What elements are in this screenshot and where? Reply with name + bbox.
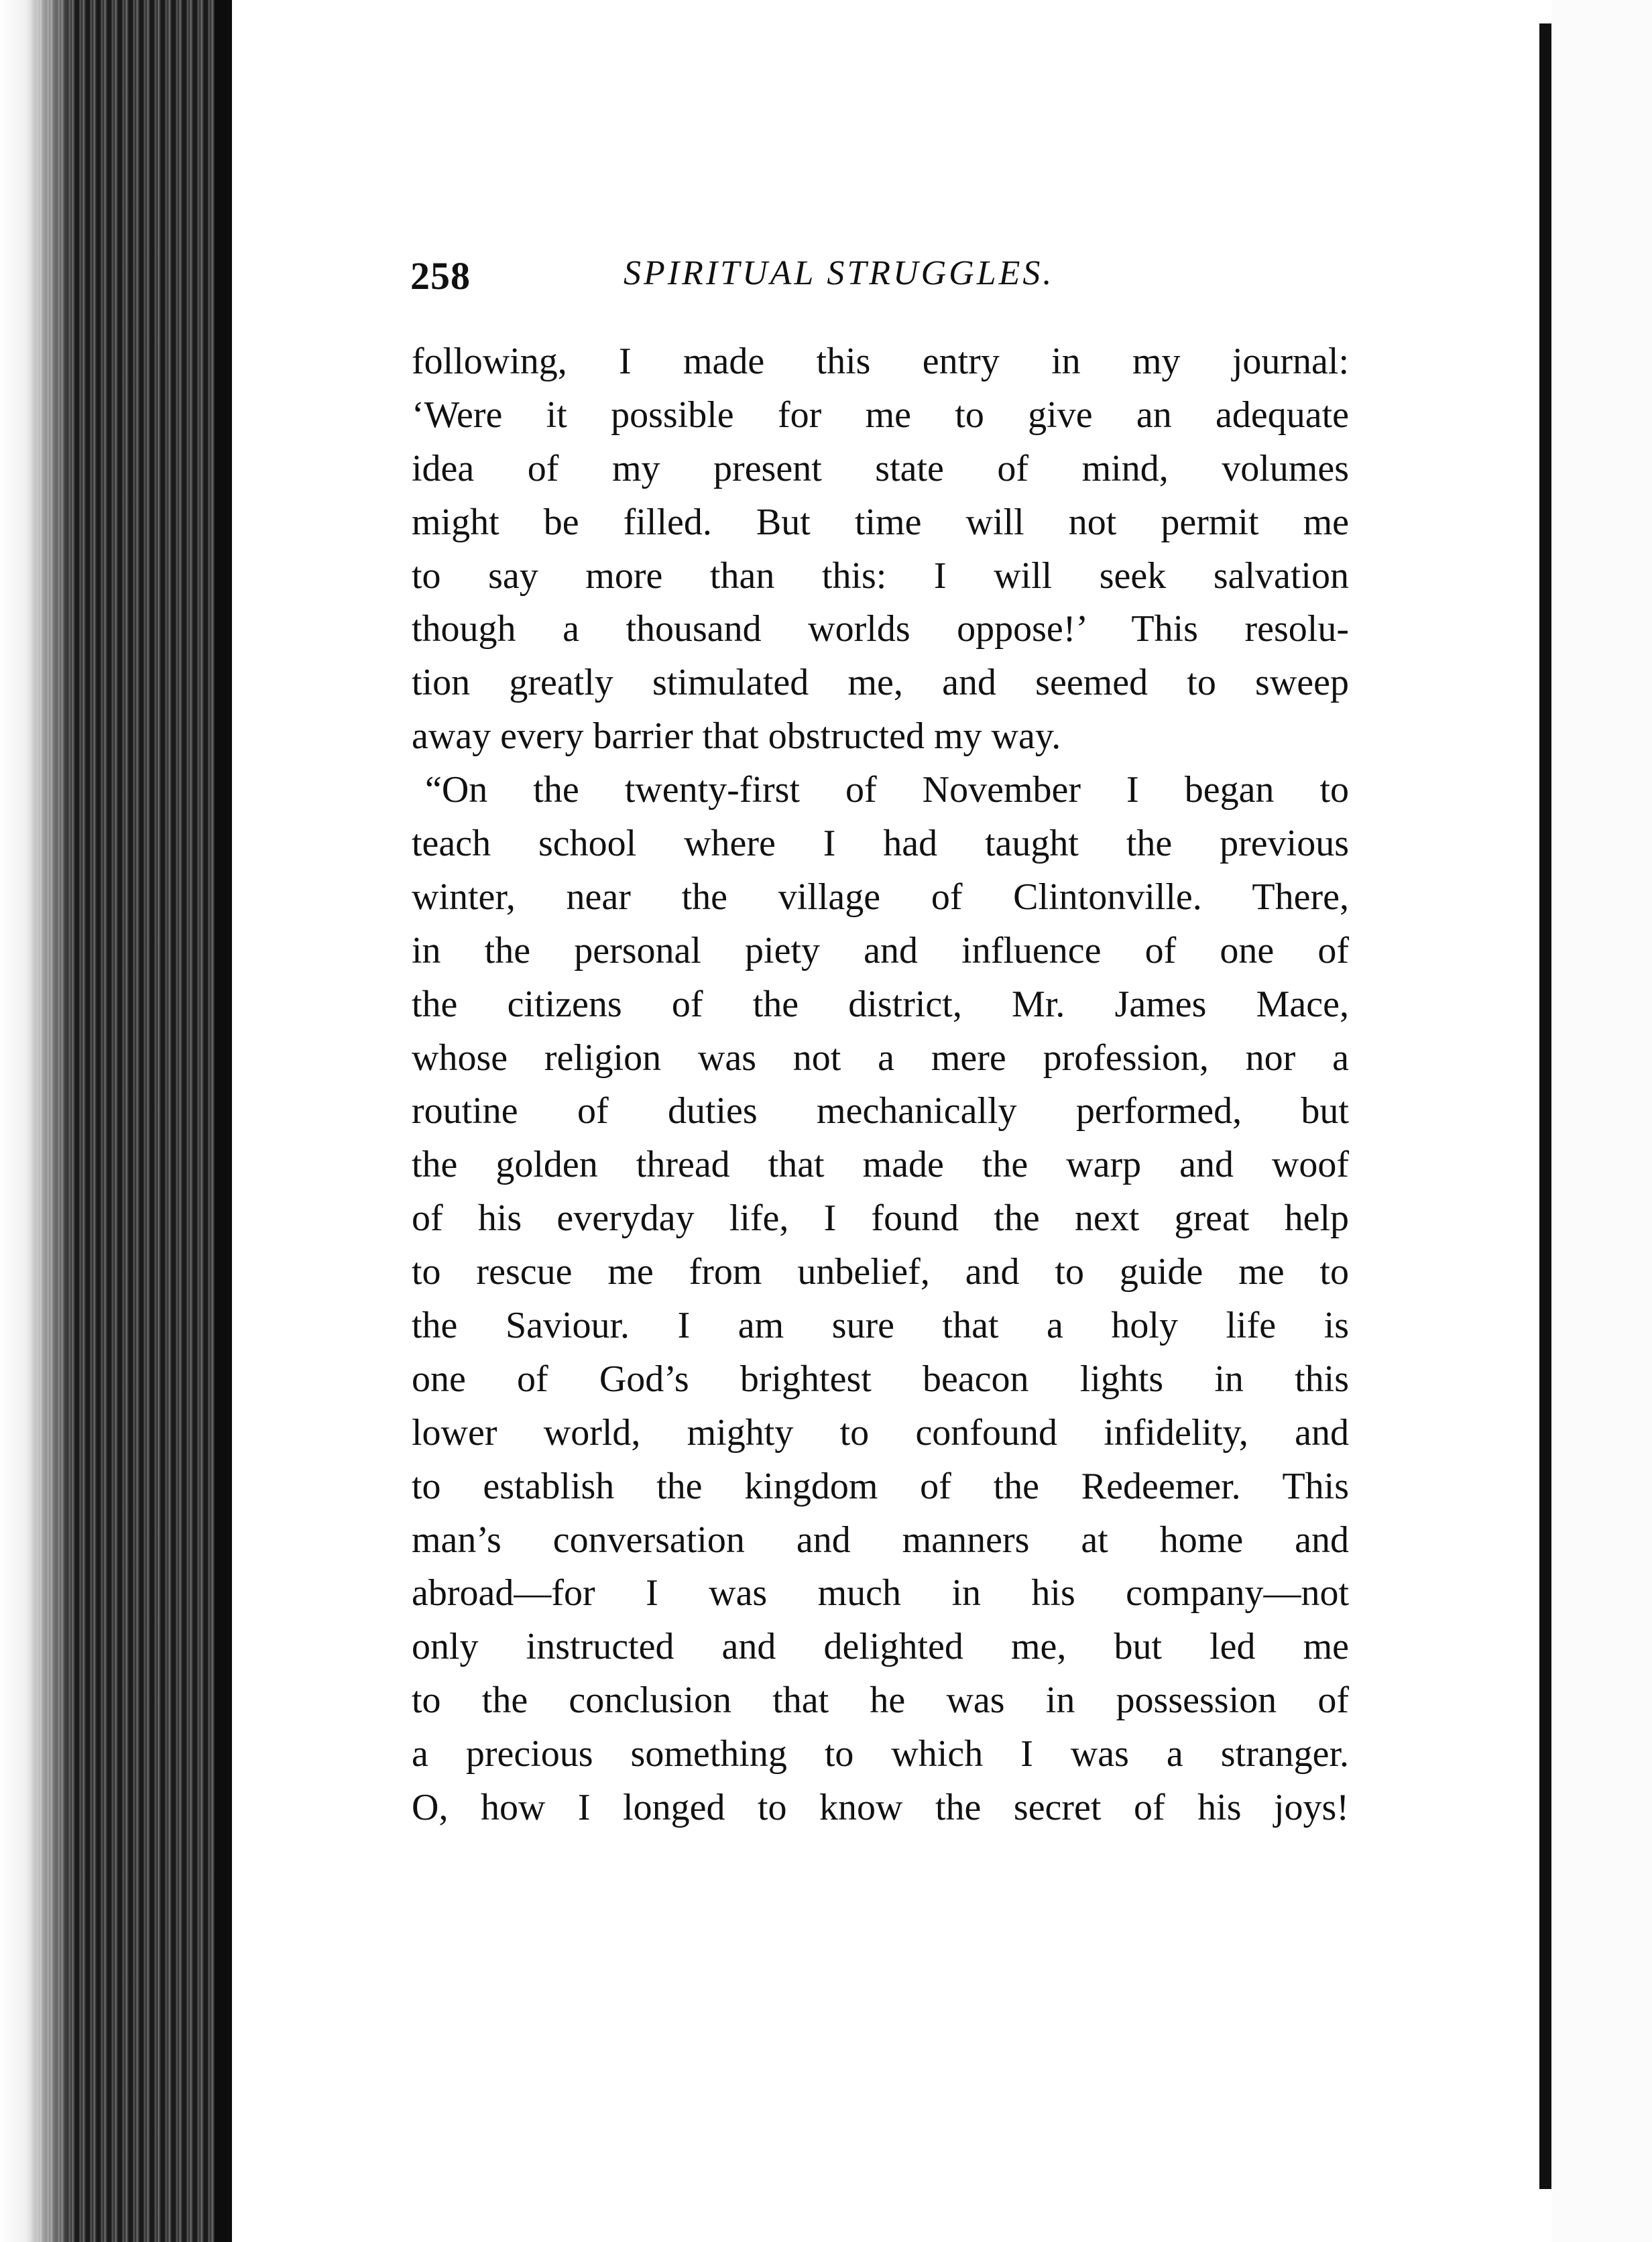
text-line: in the personal piety and influence of one of [412,929,1349,971]
text-line: teach school where I had taught the previous [412,823,1349,865]
running-head: SPIRITUAL STRUGGLES. [624,254,1055,292]
text-line: ‘Were it possible for me to give an adequate [412,394,1349,436]
text-line: to establish the kingdom of the Redeemer. This [412,1465,1349,1507]
text-line: man’s conversation and manners at home and [412,1519,1349,1561]
text-line: might be filled. But time will not permit me [412,501,1349,543]
text-line: a precious something to which I was a stranger. [412,1733,1349,1775]
page-gutter [215,0,232,2242]
text-line: lower world, mighty to confound infidelity, and [412,1411,1349,1454]
text-line: one of God’s brightest beacon lights in this [412,1358,1349,1400]
text-line: only instructed and delighted me, but led me [412,1626,1349,1668]
text-line: routine of duties mechanically performed, but [412,1090,1349,1132]
text-line: the citizens of the district, Mr. James Mace, [412,983,1349,1025]
facing-page [1551,0,1652,2242]
text-line: following, I made this entry in my journal: [412,341,1349,382]
text-line: O, how I longed to know the secret of his joys! [412,1787,1349,1829]
text-line: “On the twenty-first of November I began to [425,769,1349,811]
text-line: to the conclusion that he was in possession of [412,1679,1349,1722]
text-line: the Saviour. I am sure that a holy life is [412,1305,1349,1347]
text-line: away every barrier that obstructed my way. [412,715,1061,758]
text-line: whose religion was not a mere profession, nor a [412,1037,1349,1079]
text-line: though a thousand worlds oppose!’ This resolu- [412,608,1349,650]
page-body-text [412,335,1349,1835]
text-line: abroad—for I was much in his company—not [412,1572,1349,1614]
text-line: of his everyday life, I found the next great help [412,1197,1349,1240]
page-number: 258 [410,254,471,298]
text-line: to rescue me from unbelief, and to guide me to [412,1251,1349,1293]
text-line: idea of my present state of mind, volumes [412,447,1349,489]
spine-shadow [0,0,74,2242]
facing-page-edge [1539,23,1551,2189]
text-line: winter, near the village of Clintonville. There, [412,876,1349,918]
page-header [410,253,1114,300]
text-line: to say more than this: I will seek salvation [412,554,1349,597]
text-line: tion greatly stimulated me, and seemed to sweep [412,662,1349,704]
text-line: the golden thread that made the warp and woof [412,1144,1349,1186]
